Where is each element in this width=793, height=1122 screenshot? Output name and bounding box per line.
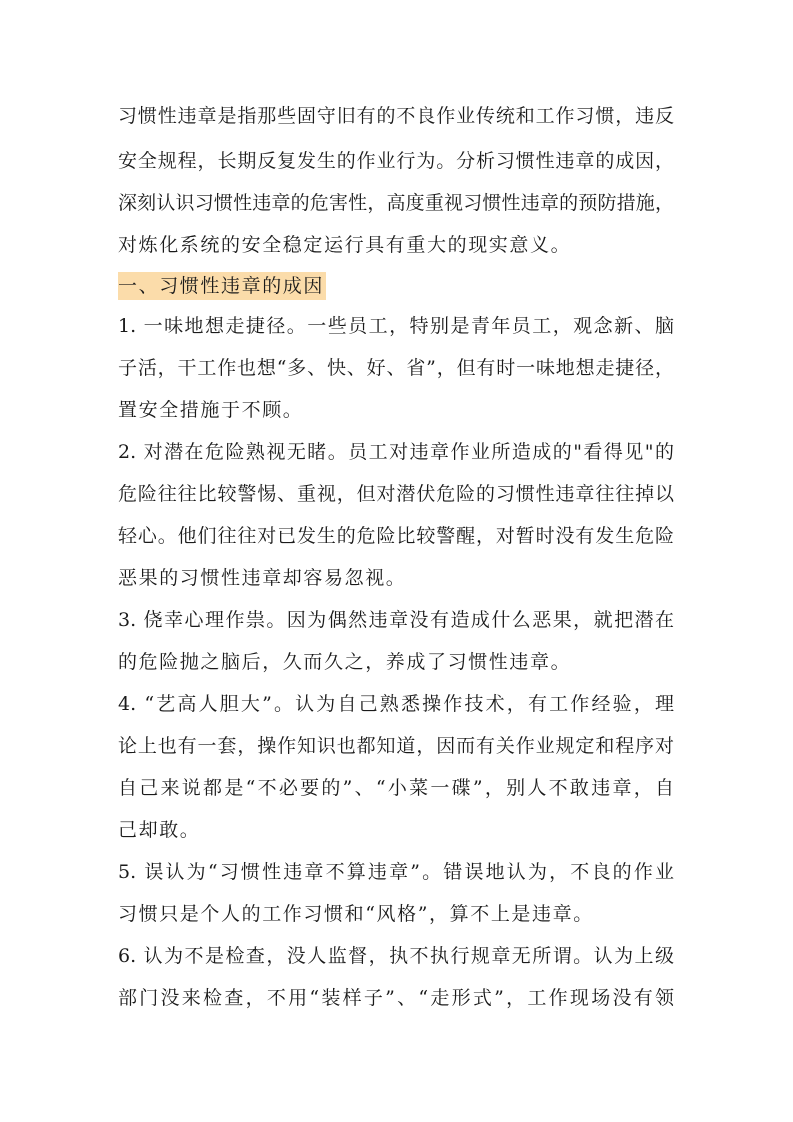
intro-line-2: 安全规程，长期反复发生的作业行为。分析习惯性违章的成因， <box>118 150 674 172</box>
item-line: 习惯只是个人的工作习惯和“风格”，算不上是违章。 <box>118 903 594 925</box>
item-line: 子活，干工作也想“多、快、好、省”，但有时一味地想走捷径， <box>118 357 674 379</box>
item-line: 恶果的习惯性违章却容易忽视。 <box>118 567 407 589</box>
item-line: 2. 对潜在危险熟视无睹。员工对违章作业所造成的"看得见"的 <box>118 441 674 463</box>
item-line: 部门没来检查，不用“装样子”、“走形式”，工作现场没有领 <box>118 987 674 1009</box>
item-line: 论上也有一套，操作知识也都知道，因而有关作业规定和程序对 <box>118 735 674 757</box>
item-line: 的危险抛之脑后，久而久之，养成了习惯性违章。 <box>118 651 572 673</box>
item-line: 3. 侥幸心理作祟。因为偶然违章没有造成什么恶果，就把潜在 <box>118 609 674 631</box>
item-line: 置安全措施于不顾。 <box>118 399 304 421</box>
item-line: 轻心。他们往往对已发生的危险比较警醒，对暂时没有发生危险 <box>118 525 674 547</box>
item-line: 己却敢。 <box>118 819 201 841</box>
intro-line-4: 对炼化系统的安全稳定运行具有重大的现实意义。 <box>118 234 572 256</box>
intro-line-3: 深刻认识习惯性违章的危害性，高度重视习惯性违章的预防措施， <box>118 192 674 214</box>
item-line: 5. 误认为“习惯性违章不算违章”。错误地认为，不良的作业 <box>118 861 674 883</box>
section-heading: 一、习惯性违章的成因 <box>118 272 326 300</box>
item-line: 1. 一味地想走捷径。一些员工，特别是青年员工，观念新、脑 <box>118 315 674 337</box>
section-heading-wrap <box>118 272 326 300</box>
item-line: 4. “艺高人胆大”。认为自己熟悉操作技术，有工作经验，理 <box>118 693 674 715</box>
intro-line-1: 习惯性违章是指那些固守旧有的不良作业传统和工作习惯，违反 <box>118 105 674 127</box>
item-line: 自己来说都是“不必要的”、“小菜一碟”，别人不敢违章，自 <box>118 777 674 799</box>
item-line: 6. 认为不是检查，没人监督，执不执行规章无所谓。认为上级 <box>118 945 674 967</box>
item-line: 危险往往比较警惕、重视，但对潜伏危险的习惯性违章往往掉以 <box>118 483 674 505</box>
